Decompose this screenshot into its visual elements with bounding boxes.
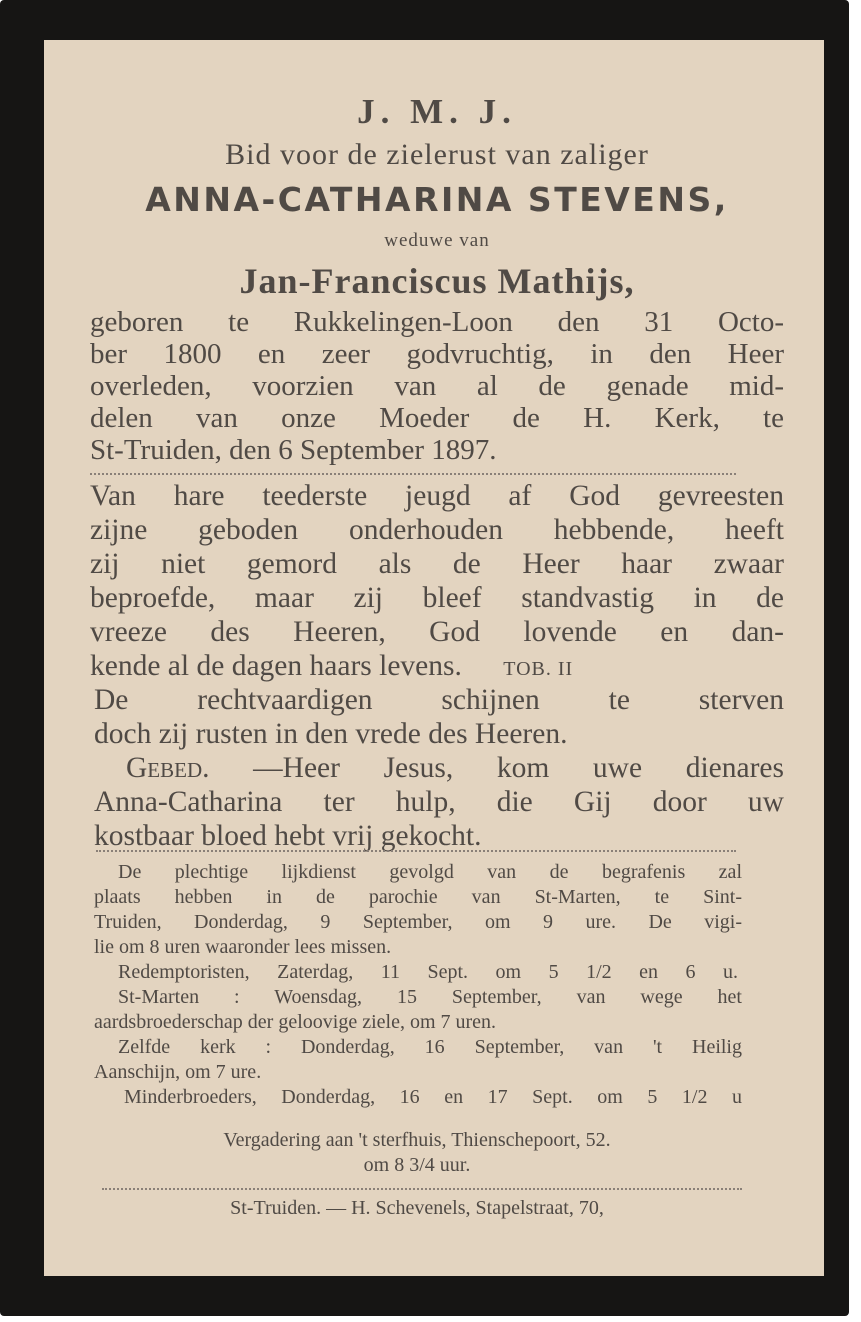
divider (90, 473, 736, 475)
prayer-line: Anna-Catharina ter hulp, die Gij door uw (94, 786, 784, 818)
service-line: Truiden, Donderdag, 9 September, om 9 ure. De vigi- (94, 911, 742, 933)
service-line: St-Marten : Woensdag, 15 September, van wege het (118, 986, 742, 1008)
meditation-last-line (90, 650, 784, 686)
service-line: Aanschijn, om 7 ure. (94, 1061, 262, 1083)
service-line: Zelfde kerk : Donderdag, 16 September, van 't Heilig (118, 1036, 742, 1058)
biography-line: geboren te Rukkelingen-Loon den 31 Octo- (90, 306, 784, 338)
meditation-line: Van hare teederste jeugd af God gevreesten (90, 480, 784, 512)
service-line: De plechtige lijkdienst gevolgd van de begrafenis zal (118, 861, 742, 883)
scripture-citation: TOB. II (503, 658, 574, 680)
service-line: lie om 8 uren waaronder lees missen. (94, 936, 392, 958)
deceased-name: ANNA-CATHARINA STEVENS, (145, 180, 729, 219)
service-line: plaats hebben in de parochie van St-Marten, te Sint- (94, 886, 742, 908)
biography-line: St-Truiden, den 6 September 1897. (90, 434, 497, 466)
verse-line: De rechtvaardigen schijnen te sterven (94, 684, 784, 716)
prayer-label: Gebed. (126, 752, 210, 784)
widow-of: weduwe van (384, 230, 490, 251)
divider (102, 1188, 742, 1190)
prayer-line: kostbaar bloed hebt vrij gekocht. (94, 820, 482, 852)
husband-name: Jan-Franciscus Mathijs, (239, 261, 635, 301)
meditation-line: zijne geboden onderhouden hebbende, heeft (90, 514, 784, 546)
divider (96, 850, 736, 852)
biography-line: overleden, voorzien van al de genade mid- (90, 370, 784, 402)
biography-line: delen van onze Moeder de H. Kerk, te (90, 402, 784, 434)
meeting-line: Vergadering aan 't sterfhuis, Thienschepoort, 52. (223, 1129, 611, 1151)
meditation-line: vreeze des Heeren, God lovende en dan- (90, 616, 784, 648)
prayer-intro: Bid voor de zielerust van zaliger (225, 138, 649, 171)
prayer-first-line (126, 752, 784, 785)
prayer-card (44, 40, 824, 1276)
biography-line: ber 1800 en zeer godvruchtig, in den Heer (90, 338, 784, 370)
service-line: aardsbroederschap der geloovige ziele, om 7 uren. (94, 1011, 497, 1033)
meditation-text: kende al de dagen haars levens. (90, 650, 462, 682)
meditation-line: beproefde, maar zij bleef standvastig in de (90, 582, 784, 614)
meeting-line: om 8 3/4 uur. (363, 1154, 471, 1176)
monogram: J. M. J. (357, 92, 517, 131)
verse-line: doch zij rusten in den vrede des Heeren. (94, 718, 568, 750)
service-line: Minderbroeders, Donderdag, 16 en 17 Sept. om 5 1/2 u (124, 1086, 742, 1108)
meditation-line: zij niet gemord als de Heer haar zwaar (90, 548, 784, 580)
printer-line: St-Truiden. — H. Schevenels, Stapelstraat, 70, (230, 1197, 604, 1219)
prayer-text: —Heer Jesus, kom uwe dienares (253, 752, 784, 784)
service-line: Redemptoristen, Zaterdag, 11 Sept. om 5 1/2 en 6 u. (118, 961, 738, 983)
